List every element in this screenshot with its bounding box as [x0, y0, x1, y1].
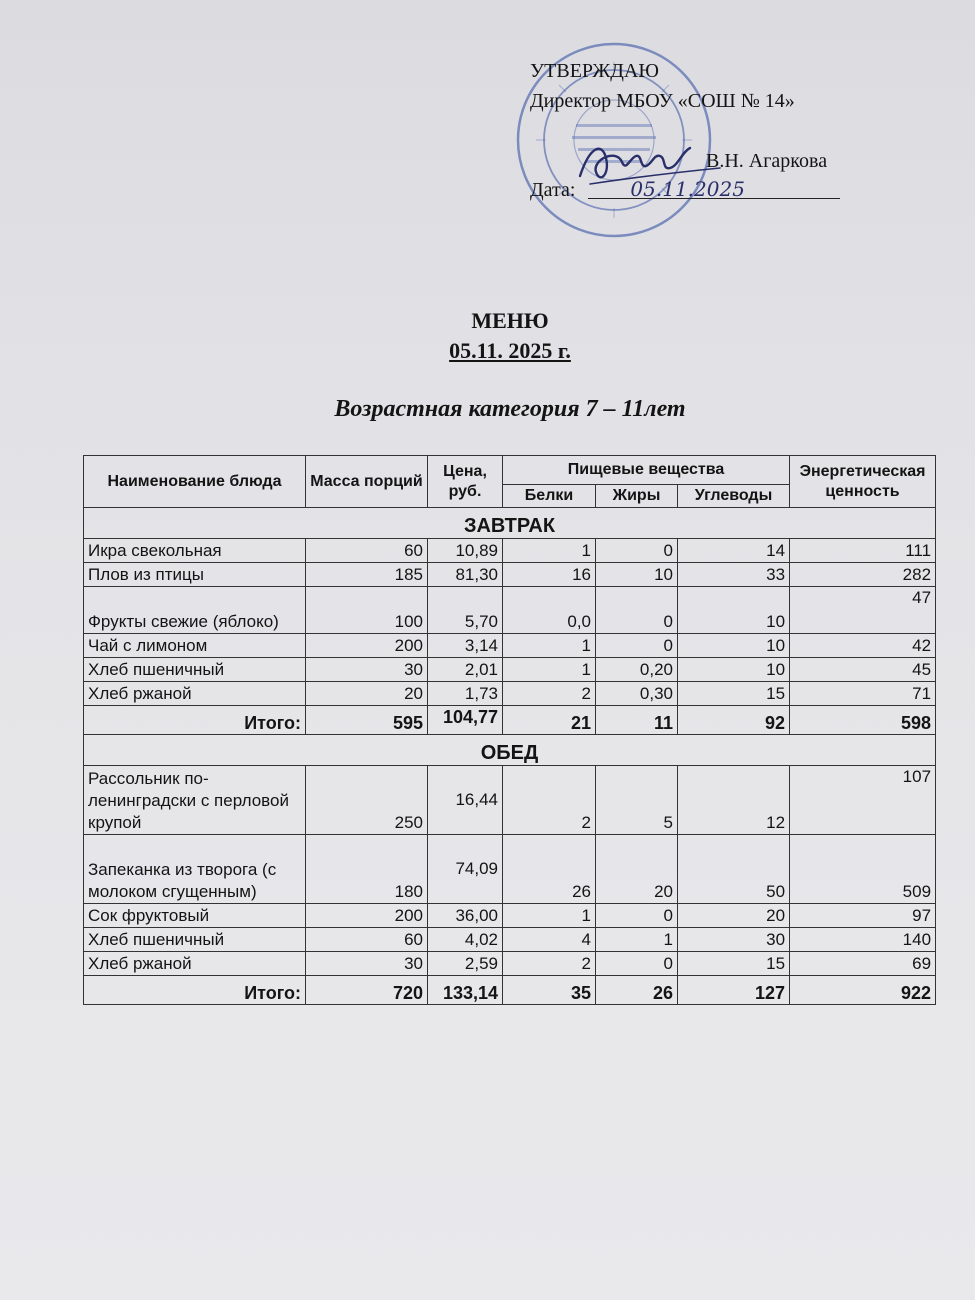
dish-proteins: 0,0: [503, 587, 596, 634]
total-row-breakfast: [84, 706, 936, 735]
dish-name: Хлеб пшеничный: [84, 658, 306, 682]
dish-carbs: 33: [678, 563, 790, 587]
table-row: [84, 587, 936, 634]
header-nutrients: Пищевые вещества: [503, 456, 790, 485]
dish-carbs: 12: [678, 766, 790, 835]
dish-proteins: 2: [503, 682, 596, 706]
dish-energy: 42: [790, 634, 936, 658]
dish-price: 36,00: [428, 904, 503, 928]
dish-mass: 30: [306, 952, 428, 976]
total-label: Итого:: [84, 706, 306, 735]
header-carbs: Углеводы: [678, 485, 790, 508]
dish-proteins: 2: [503, 952, 596, 976]
dish-energy: 509: [790, 835, 936, 904]
total-carbs: 127: [678, 976, 790, 1005]
total-proteins: 35: [503, 976, 596, 1005]
dish-fats: 0: [596, 587, 678, 634]
dish-carbs: 50: [678, 835, 790, 904]
total-mass: 720: [306, 976, 428, 1005]
dish-name: Плов из птицы: [84, 563, 306, 587]
table-row: [84, 952, 936, 976]
table-row: [84, 563, 936, 587]
dish-proteins: 26: [503, 835, 596, 904]
dish-mass: 180: [306, 835, 428, 904]
handwritten-date: 05.11.2025: [630, 177, 745, 201]
director-name: В.Н. Агаркова: [706, 150, 828, 172]
dish-fats: 10: [596, 563, 678, 587]
total-fats: 11: [596, 706, 678, 735]
dish-carbs: 10: [678, 587, 790, 634]
table-row: [84, 928, 936, 952]
dish-energy: 140: [790, 928, 936, 952]
dish-carbs: 10: [678, 634, 790, 658]
header-fats: Жиры: [596, 485, 678, 508]
dish-fats: 0: [596, 634, 678, 658]
total-price: 104,77: [428, 706, 503, 735]
dish-fats: 20: [596, 835, 678, 904]
dish-name: Сок фруктовый: [84, 904, 306, 928]
dish-fats: 0,30: [596, 682, 678, 706]
section-title-breakfast: ЗАВТРАК: [84, 508, 936, 539]
dish-price: 5,70: [428, 587, 503, 634]
dish-proteins: 2: [503, 766, 596, 835]
approval-block: [530, 56, 860, 201]
dish-price: 10,89: [428, 539, 503, 563]
dish-carbs: 30: [678, 928, 790, 952]
dish-price: 16,44: [428, 766, 503, 835]
total-proteins: 21: [503, 706, 596, 735]
total-row-lunch: [84, 976, 936, 1005]
dish-name: Рассольник по-ленинградски с перловой крупой: [84, 766, 306, 835]
dish-mass: 30: [306, 658, 428, 682]
dish-energy: 97: [790, 904, 936, 928]
table-row: [84, 634, 936, 658]
dish-fats: 1: [596, 928, 678, 952]
dish-proteins: 1: [503, 539, 596, 563]
dish-price: 74,09: [428, 835, 503, 904]
total-energy: 922: [790, 976, 936, 1005]
table-row: [84, 682, 936, 706]
dish-name: Чай с лимоном: [84, 634, 306, 658]
total-label: Итого:: [84, 976, 306, 1005]
dish-energy: 107: [790, 766, 936, 835]
header-energy: Энергетическая ценность: [790, 456, 936, 508]
dish-energy: 111: [790, 539, 936, 563]
dish-mass: 250: [306, 766, 428, 835]
section-title-lunch: ОБЕД: [84, 735, 936, 766]
approval-position: Директор МБОУ «СОШ № 14»: [530, 90, 795, 112]
date-underline: [588, 198, 840, 199]
dish-mass: 100: [306, 587, 428, 634]
dish-proteins: 16: [503, 563, 596, 587]
dish-price: 4,02: [428, 928, 503, 952]
total-price: 133,14: [428, 976, 503, 1005]
dish-proteins: 1: [503, 904, 596, 928]
dish-mass: 200: [306, 904, 428, 928]
dish-price: 81,30: [428, 563, 503, 587]
header-proteins: Белки: [503, 485, 596, 508]
table-row: [84, 904, 936, 928]
total-mass: 595: [306, 706, 428, 735]
date-label: Дата:: [530, 179, 576, 201]
total-energy: 598: [790, 706, 936, 735]
dish-proteins: 1: [503, 634, 596, 658]
dish-name: Хлеб ржаной: [84, 952, 306, 976]
dish-price: 2,01: [428, 658, 503, 682]
dish-carbs: 15: [678, 952, 790, 976]
table-row: [84, 835, 936, 904]
dish-name: Запеканка из творога (с молоком сгущенным): [84, 835, 306, 904]
table-row: [84, 658, 936, 682]
dish-price: 2,59: [428, 952, 503, 976]
dish-mass: 60: [306, 928, 428, 952]
table-row: [84, 539, 936, 563]
dish-fats: 0: [596, 904, 678, 928]
dish-price: 3,14: [428, 634, 503, 658]
dish-name: Хлеб пшеничный: [84, 928, 306, 952]
dish-mass: 60: [306, 539, 428, 563]
dish-fats: 5: [596, 766, 678, 835]
dish-energy: 71: [790, 682, 936, 706]
dish-carbs: 10: [678, 658, 790, 682]
dish-name: Икра свекольная: [84, 539, 306, 563]
dish-name: Фрукты свежие (яблоко): [84, 587, 306, 634]
dish-mass: 20: [306, 682, 428, 706]
header-name: Наименование блюда: [84, 456, 306, 508]
dish-proteins: 1: [503, 658, 596, 682]
page-title: МЕНЮ: [471, 308, 549, 333]
dish-energy: 69: [790, 952, 936, 976]
dish-energy: 282: [790, 563, 936, 587]
dish-price: 1,73: [428, 682, 503, 706]
dish-carbs: 20: [678, 904, 790, 928]
dish-carbs: 15: [678, 682, 790, 706]
dish-mass: 200: [306, 634, 428, 658]
dish-carbs: 14: [678, 539, 790, 563]
dish-fats: 0: [596, 952, 678, 976]
menu-date: 05.11. 2025 г.: [449, 338, 571, 363]
dish-fats: 0: [596, 539, 678, 563]
dish-fats: 0,20: [596, 658, 678, 682]
header-price: Цена, руб.: [428, 456, 503, 508]
dish-energy: 45: [790, 658, 936, 682]
total-carbs: 92: [678, 706, 790, 735]
dish-proteins: 4: [503, 928, 596, 952]
dish-mass: 185: [306, 563, 428, 587]
total-fats: 26: [596, 976, 678, 1005]
age-category: Возрастная категория 7 – 11лет: [334, 396, 686, 422]
dish-name: Хлеб ржаной: [84, 682, 306, 706]
header-mass: Масса порций: [306, 456, 428, 508]
table-row: [84, 766, 936, 835]
dish-energy: 47: [790, 587, 936, 634]
approval-heading: УТВЕРЖДАЮ: [530, 60, 659, 82]
menu-table: [83, 455, 936, 1005]
